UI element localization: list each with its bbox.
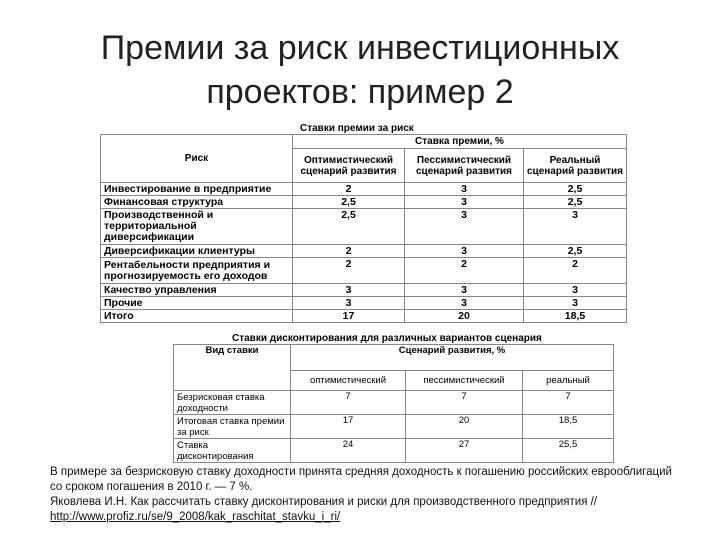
table-cell: 3 xyxy=(293,284,405,297)
footnote-text: В примере за безрисковую ставку доходности принята средняя доходность к погашению российских еврооблигаций со сроком погашения в 2010 г. — 7 %. xyxy=(50,466,672,493)
table-cell: 2 xyxy=(293,258,405,284)
header-pessimistic: пессимистический xyxy=(406,371,523,391)
table-cell: 18,5 xyxy=(524,310,627,323)
discount-rate-table-caption: Ставки дисконтирования для различных вариантов сценария xyxy=(232,333,542,344)
header-rate-type: Вид ставки xyxy=(174,345,291,391)
table-cell: 2 xyxy=(524,258,627,284)
table-row-label: Безрисковая ставка доходности xyxy=(174,391,291,415)
discount-rate-table xyxy=(173,344,614,463)
table-row-label: Ставка дисконтирования xyxy=(174,439,291,463)
table-row-label: Качество управления xyxy=(101,284,293,297)
header-scenario-optimistic: Оптимистический сценарий развития xyxy=(293,149,405,183)
table-cell: 20 xyxy=(405,310,524,323)
table-cell: 24 xyxy=(291,439,406,463)
table-cell: 3 xyxy=(524,209,627,245)
table-cell: 3 xyxy=(405,209,524,245)
table-cell: 3 xyxy=(405,196,524,209)
table-cell: 27 xyxy=(406,439,523,463)
table-cell: 2,5 xyxy=(524,183,627,196)
header-rate: Ставка премии, % xyxy=(293,135,627,149)
source-link[interactable]: http://www.profiz.ru/se/9_2008/kak_raschitat_stavku_i_ri/ xyxy=(50,511,341,523)
table-cell: 2,5 xyxy=(524,196,627,209)
header-scenario-real: Реальный сценарий развития xyxy=(524,149,627,183)
table-row-label: Финансовая структура xyxy=(101,196,293,209)
table-cell: 3 xyxy=(405,297,524,310)
table-cell: 3 xyxy=(405,284,524,297)
table-cell: 2 xyxy=(293,245,405,258)
table-cell: 3 xyxy=(524,297,627,310)
table-row-label: Рентабельности предприятия и прогнозируемость его доходов xyxy=(101,258,293,284)
footnote xyxy=(50,465,680,525)
footnote-source: Яковлева И.Н. Как рассчитать ставку дисконтирования и риски для производственного предприятия // xyxy=(50,496,598,508)
table-cell: 25,5 xyxy=(523,439,614,463)
table-cell: 2,5 xyxy=(293,209,405,245)
table-cell: 2,5 xyxy=(524,245,627,258)
table-row-label: Итоговая ставка премии за риск xyxy=(174,415,291,439)
table-cell: 3 xyxy=(293,297,405,310)
table-cell: 2 xyxy=(293,183,405,196)
table-cell: 3 xyxy=(405,245,524,258)
table-cell: 7 xyxy=(291,391,406,415)
title-line-1: Премии за риск инвестиционных xyxy=(100,29,620,67)
table-cell: 7 xyxy=(523,391,614,415)
risk-premium-table xyxy=(100,134,627,323)
table-cell: 17 xyxy=(291,415,406,439)
risk-premium-table-caption: Ставки премии за риск xyxy=(300,123,414,134)
header-risk: Риск xyxy=(101,135,293,183)
table-cell: 3 xyxy=(524,284,627,297)
table-row-label: Итого xyxy=(101,310,293,323)
header-optimistic: оптимистический xyxy=(291,371,406,391)
header-scenario-pessimistic: Пессимистический сценарий развития xyxy=(405,149,524,183)
table-cell: 17 xyxy=(293,310,405,323)
header-scenario: Сценарий развития, % xyxy=(291,345,614,371)
table-row-label: Диверсификации клиентуры xyxy=(101,245,293,258)
table-row-label: Производственной и территориальной диверсификации xyxy=(101,209,293,245)
slide-title xyxy=(60,26,660,114)
table-cell: 20 xyxy=(406,415,523,439)
table-cell: 18,5 xyxy=(523,415,614,439)
title-line-2: проектов: пример 2 xyxy=(206,73,514,111)
table-cell: 2,5 xyxy=(293,196,405,209)
table-cell: 7 xyxy=(406,391,523,415)
table-cell: 3 xyxy=(405,183,524,196)
table-row-label: Прочие xyxy=(101,297,293,310)
header-real: реальный xyxy=(523,371,614,391)
table-row-label: Инвестирование в предприятие xyxy=(101,183,293,196)
table-cell: 2 xyxy=(405,258,524,284)
